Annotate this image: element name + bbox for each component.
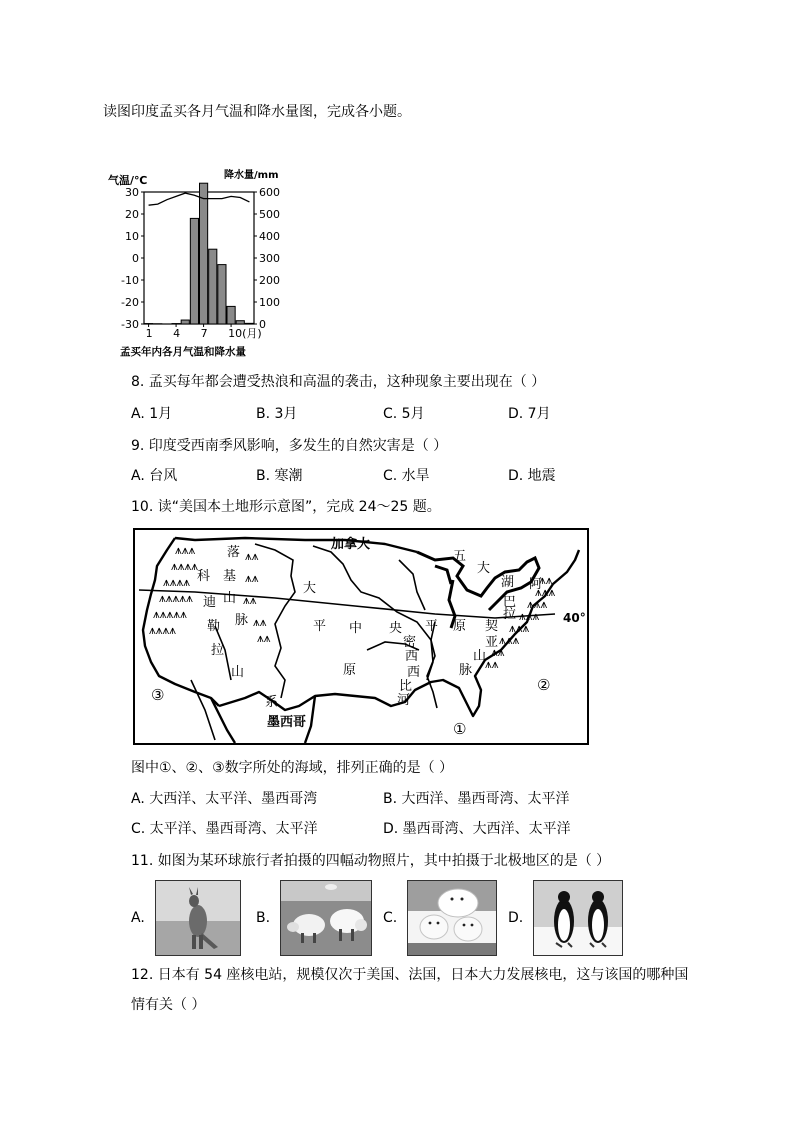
climate-chart-svg: [106, 164, 302, 360]
polar-bear-icon: [408, 881, 496, 955]
marker-1: ①: [453, 720, 467, 738]
chart-bar: [200, 183, 208, 324]
photo-kangaroo[interactable]: [155, 880, 241, 956]
chart-bars: [145, 183, 254, 324]
chart-left-tick-label: 10: [125, 230, 139, 243]
chart-x-tick-label: 10(月): [228, 327, 262, 340]
q10-option-a[interactable]: A. 大西洋、太平洋、墨西哥湾: [131, 791, 318, 807]
chart-ylabel-left: 气温/℃: [108, 174, 148, 187]
sheep-icon: [281, 881, 371, 955]
photo-sheep[interactable]: [280, 880, 372, 956]
label-cordillera-1: 科: [197, 569, 211, 584]
label-plain-4: 央: [389, 621, 403, 636]
svg-text:⩚⩚: ⩚⩚: [485, 657, 499, 671]
chart-bar: [190, 218, 198, 324]
label-rocky-2: 基: [223, 569, 237, 584]
chart-left-tick-label: 30: [125, 186, 139, 199]
chart-left-tick-label: -20: [121, 296, 139, 309]
label-app-1: 阿: [529, 577, 543, 592]
chart-left-tick-label: -30: [121, 318, 139, 331]
label-rocky-4: 脉: [235, 613, 249, 628]
label-lakes-2: 大: [477, 561, 491, 576]
svg-text:⩚⩚⩚⩚⩚: ⩚⩚⩚⩚⩚: [153, 607, 187, 621]
chart-right-tick-label: 400: [259, 230, 280, 243]
us-terrain-map: [133, 528, 589, 745]
kangaroo-icon: [156, 881, 240, 955]
q12-stem-line2: 情有关（ ）: [131, 997, 206, 1013]
svg-text:⩚⩚⩚⩚: ⩚⩚⩚⩚: [163, 575, 191, 589]
penguin-icon: [534, 881, 622, 955]
svg-text:⩚⩚: ⩚⩚: [243, 593, 257, 607]
label-plain-1: 大: [303, 581, 317, 596]
label-cordillera-6: 系: [265, 695, 279, 710]
chart-left-tick-label: 20: [125, 208, 139, 221]
chart-right-tick-label: 500: [259, 208, 280, 221]
svg-text:⩚⩚⩚: ⩚⩚⩚: [535, 585, 556, 599]
label-rocky-1: 落: [227, 545, 241, 560]
q10-sub-stem: 图中①、②、③数字所处的海域，排列正确的是（ ）: [131, 760, 454, 776]
svg-text:⩚⩚⩚⩚⩚: ⩚⩚⩚⩚⩚: [159, 591, 193, 605]
chart-x-tick-label: 7: [200, 327, 208, 340]
label-app-6: 山: [473, 649, 487, 664]
svg-text:⩚⩚⩚: ⩚⩚⩚: [519, 609, 540, 623]
chart-temperature-line: [149, 193, 250, 205]
chart-bar: [227, 306, 235, 324]
q9-option-c[interactable]: C. 水旱: [383, 468, 430, 484]
label-app-3: 拉: [503, 607, 517, 622]
q12-stem-line1: 12. 日本有 54 座核电站，规模仅次于美国、法国，日本大力发展核电，这与该国的哪种国: [131, 967, 689, 983]
photo-penguins[interactable]: [533, 880, 623, 956]
label-miss-3: 西: [407, 665, 421, 680]
q8-stem: 8. 孟买每年都会遭受热浪和高温的袭击，这种现象主要出现在（ ）: [131, 374, 546, 390]
q8-option-d[interactable]: D. 7月: [508, 406, 551, 422]
marker-3: ③: [151, 686, 165, 704]
svg-text:⩚⩚⩚⩚: ⩚⩚⩚⩚: [149, 623, 177, 637]
svg-text:⩚⩚: ⩚⩚: [245, 571, 259, 585]
label-cordillera-3: 勒: [207, 619, 221, 634]
svg-text:⩚⩚: ⩚⩚: [257, 631, 271, 645]
q11-label-c[interactable]: C.: [383, 910, 398, 926]
chart-bar: [218, 265, 226, 324]
label-miss-1: 密: [403, 635, 417, 650]
q11-label-a[interactable]: A.: [131, 910, 145, 926]
chart-x-tick-label: 4: [173, 327, 181, 340]
svg-text:⩚⩚: ⩚⩚: [491, 645, 505, 659]
label-cordillera-4: 拉: [211, 643, 225, 658]
svg-text:⩚⩚: ⩚⩚: [245, 549, 259, 563]
label-miss-4: 比: [399, 679, 413, 694]
q9-option-b[interactable]: B. 寒潮: [256, 468, 303, 484]
chart-right-tick-label: 300: [259, 252, 280, 265]
svg-text:⩚⩚⩚⩚: ⩚⩚⩚⩚: [171, 559, 199, 573]
q8-option-c[interactable]: C. 5月: [383, 406, 425, 422]
chart-left-tick-label: -10: [121, 274, 139, 287]
chart-right-tick-label: 0: [259, 318, 266, 331]
q8-option-b[interactable]: B. 3月: [256, 406, 298, 422]
q11-stem: 11. 如图为某环球旅行者拍摄的四幅动物照片，其中拍摄于北极地区的是（ ）: [131, 853, 611, 869]
svg-text:⩚⩚⩚: ⩚⩚⩚: [509, 621, 530, 635]
svg-text:⩚⩚: ⩚⩚: [253, 615, 267, 629]
chart-temperature-polyline: [149, 193, 250, 205]
marker-2: ②: [537, 676, 551, 694]
label-lakes-1: 五: [453, 549, 467, 564]
label-miss-2: 西: [405, 649, 419, 664]
chart-left-tick-label: 0: [132, 252, 139, 265]
label-lakes-3: 湖: [501, 575, 515, 590]
chart-bar: [245, 323, 253, 324]
label-plain-6: 原: [453, 619, 467, 634]
label-cordillera-2: 迪: [203, 595, 217, 610]
svg-text:⩚⩚⩚: ⩚⩚⩚: [499, 633, 520, 647]
chart-bar: [209, 249, 217, 324]
chart-caption: 孟买年内各月气温和降水量: [120, 346, 246, 358]
label-canada: 加拿大: [331, 537, 371, 552]
q9-stem: 9. 印度受西南季风影响，多发生的自然灾害是（ ）: [131, 438, 448, 454]
q10-stem: 10. 读“美国本土地形示意图”，完成 24～25 题。: [131, 499, 441, 515]
q11-label-b[interactable]: B.: [256, 910, 271, 926]
photo-polar-bears[interactable]: [407, 880, 497, 956]
label-plain-3: 中: [349, 621, 363, 636]
q9-option-a[interactable]: A. 台风: [131, 468, 178, 484]
chart-right-tick-label: 100: [259, 296, 280, 309]
svg-text:⩚⩚: ⩚⩚: [539, 573, 553, 587]
q8-option-a[interactable]: A. 1月: [131, 406, 173, 422]
q10-option-b[interactable]: B. 大西洋、墨西哥湾、太平洋: [383, 791, 570, 807]
label-miss-5: 河: [397, 693, 411, 708]
label-cordillera-5: 山: [231, 665, 245, 680]
chart-right-tick-label: 200: [259, 274, 280, 287]
chart-x-tick-label: 1: [145, 327, 153, 340]
label-plain-2: 平: [313, 619, 327, 634]
svg-text:⩚⩚⩚: ⩚⩚⩚: [527, 597, 548, 611]
chart-bar: [181, 320, 189, 324]
chart-ylabel-right: 降水量/mm: [224, 170, 279, 181]
label-app-2: 巴: [503, 595, 517, 610]
svg-text:⩚⩚⩚: ⩚⩚⩚: [175, 543, 196, 557]
label-mexico: 墨西哥: [267, 715, 307, 730]
q10-option-d[interactable]: D. 墨西哥湾、大西洋、太平洋: [383, 821, 571, 837]
label-plain-7: 原: [343, 663, 357, 678]
intro-text: 读图印度孟买各月气温和降水量图，完成各小题。: [103, 104, 411, 120]
label-rocky-3: 山: [223, 591, 237, 606]
q10-option-c[interactable]: C. 太平洋、墨西哥湾、太平洋: [131, 821, 318, 837]
label-app-5: 亚: [485, 635, 499, 650]
label-plain-5: 平: [425, 619, 439, 634]
q9-option-d[interactable]: D. 地震: [508, 468, 556, 484]
us-terrain-map-svg: [135, 530, 587, 743]
label-app-7: 脉: [459, 663, 473, 678]
chart-right-tick-label: 600: [259, 186, 280, 199]
label-app-4: 契: [485, 619, 499, 634]
q11-label-d[interactable]: D.: [508, 910, 524, 926]
climate-chart: [106, 164, 302, 360]
chart-bar: [236, 321, 244, 324]
label-40deg: 40°: [563, 611, 586, 625]
